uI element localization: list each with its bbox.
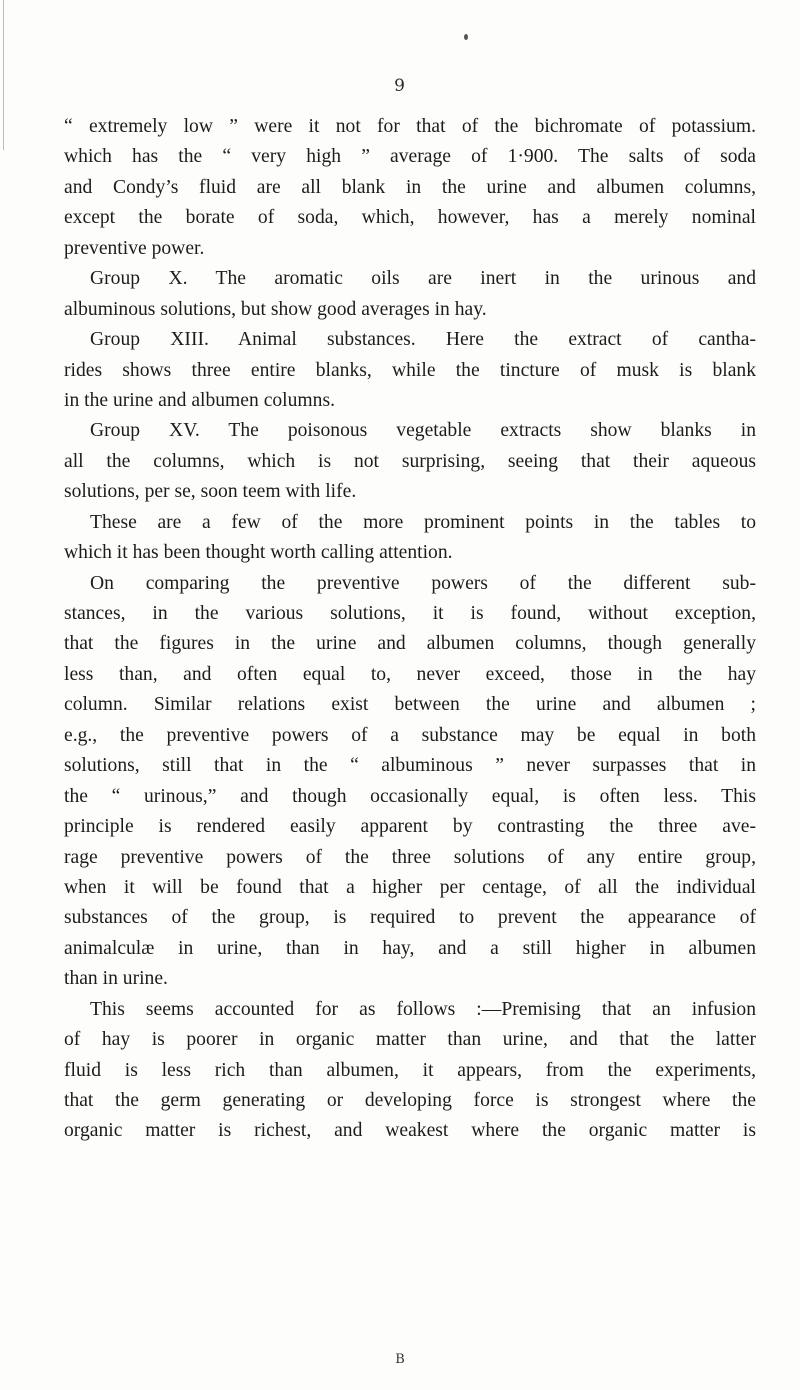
ink-speck [464, 34, 468, 40]
text-line: Group XV. The poisonous vegetable extracts show blanks in [90, 420, 756, 442]
text-line: rides shows three entire blanks, while the tincture of musk is blank [64, 359, 756, 381]
text-line: rage preventive powers of the three solutions of any entire group, [64, 846, 756, 868]
text-line: principle is rendered easily apparent by contrasting the three ave- [64, 816, 756, 838]
text-line: than in urine. [64, 968, 168, 990]
text-line: except the borate of soda, which, however, has a merely nominal [64, 207, 756, 229]
text-line: solutions, per se, soon teem with life. [64, 481, 357, 503]
text-line: This seems accounted for as follows :—Premising that an infusion [90, 998, 756, 1020]
text-line: that the figures in the urine and albumen columns, though generally [64, 633, 756, 655]
text-line: fluid is less rich than albumen, it appears, from the experiments, [64, 1059, 756, 1081]
text-line: substances of the group, is required to prevent the appearance of [64, 907, 756, 929]
body-text [64, 112, 756, 1147]
text-line: “ extremely low ” were it not for that of the bichromate of potassium. [64, 116, 756, 137]
text-line: which it has been thought worth calling attention. [64, 542, 453, 564]
page-edge-rule [3, 0, 4, 150]
page-number: 9 [394, 76, 406, 96]
text-line: albuminous solutions, but show good averages in hay. [64, 298, 487, 320]
text-line: column. Similar relations exist between the urine and albumen ; [64, 694, 756, 716]
text-line: These are a few of the more prominent points in the tables to [90, 511, 756, 533]
text-line: of hay is poorer in organic matter than urine, and that the latter [64, 1029, 756, 1051]
text-line: stances, in the various solutions, it is found, without exception, [64, 603, 756, 624]
text-line: e.g., the preventive powers of a substance may be equal in both [64, 724, 756, 746]
text-line: Group XIII. Animal substances. Here the extract of cantha- [90, 329, 756, 351]
text-line: in the urine and albumen columns. [64, 389, 335, 411]
text-line: less than, and often equal to, never exceed, those in the hay [64, 663, 756, 685]
text-line: animalculæ in urine, than in hay, and a still higher in albumen [64, 937, 756, 959]
text-line: the “ urinous,” and though occasionally equal, is often less. This [64, 785, 756, 807]
text-line: when it will be found that a higher per centage, of all the individual [64, 876, 756, 898]
text-line: organic matter is richest, and weakest where the organic matter is [64, 1120, 756, 1142]
signature-mark: B [395, 1352, 405, 1367]
text-line: preventive power. [64, 237, 205, 259]
text-line: Group X. The aromatic oils are inert in the urinous and [90, 268, 756, 290]
text-line: that the germ generating or developing force is strongest where the [64, 1090, 756, 1111]
text-line: which has the “ very high ” average of 1·900. The salts of soda [64, 146, 756, 168]
text-line: all the columns, which is not surprising, seeing that their aqueous [64, 450, 756, 472]
text-line: On comparing the preventive powers of the different sub- [90, 572, 756, 594]
text-line: solutions, still that in the “ albuminous ” never surpasses that in [64, 755, 756, 777]
text-line: and Condy’s fluid are all blank in the urine and albumen columns, [64, 176, 756, 198]
